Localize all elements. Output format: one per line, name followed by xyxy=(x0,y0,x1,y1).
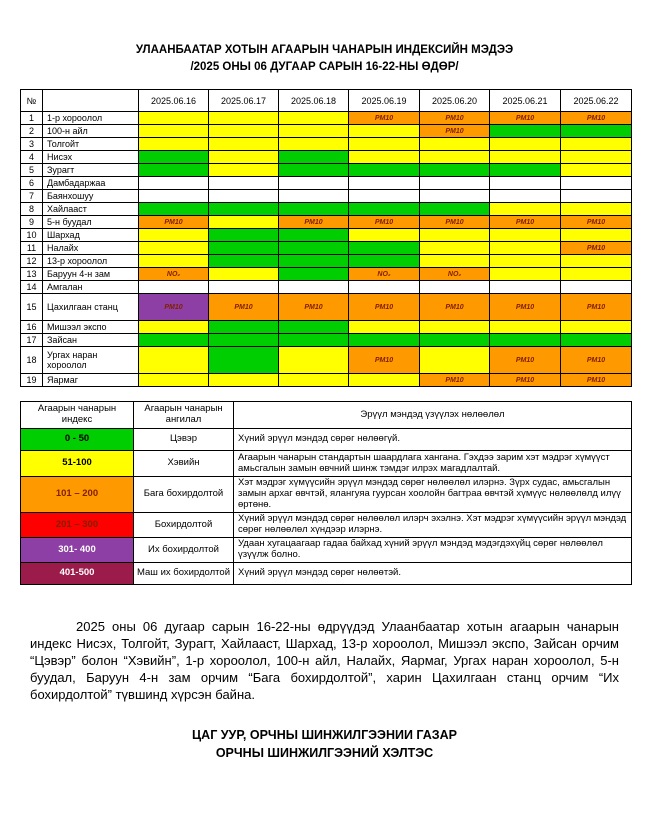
aqi-cell xyxy=(349,281,420,294)
station-name: Толгойт xyxy=(43,138,139,151)
station-name: Баянхошуу xyxy=(43,190,139,203)
aqi-cell xyxy=(279,334,349,347)
aqi-cell xyxy=(349,229,420,242)
table-row xyxy=(21,190,632,203)
table-row xyxy=(21,125,632,138)
row-number: 3 xyxy=(21,138,43,151)
legend-health-effect: Удаан хугацаагаар гадаа байхад хүний эрүүл мэндэд мэдэгдэхүйц сөрөг нөлөөлөл үзүүлж болно. xyxy=(234,538,632,563)
row-number: 12 xyxy=(21,255,43,268)
row-number: 13 xyxy=(21,268,43,281)
aqi-cell-pollutant: NO₂ xyxy=(420,268,490,281)
aqi-cell xyxy=(420,164,490,177)
aqi-cell xyxy=(139,138,209,151)
aqi-cell-pollutant: PM10 xyxy=(490,112,561,125)
aqi-cell xyxy=(420,334,490,347)
aqi-cell-pollutant: PM10 xyxy=(490,374,561,387)
aqi-cell xyxy=(490,242,561,255)
aqi-cell xyxy=(139,177,209,190)
aqi-cell xyxy=(420,255,490,268)
aqi-cell xyxy=(279,125,349,138)
aqi-cell xyxy=(139,112,209,125)
aqi-cell-pollutant: PM10 xyxy=(349,347,420,374)
aqi-cell xyxy=(279,255,349,268)
aqi-cell xyxy=(209,216,279,229)
aqi-cell xyxy=(349,190,420,203)
row-number: 8 xyxy=(21,203,43,216)
legend-row xyxy=(21,538,632,563)
aqi-cell xyxy=(561,321,632,334)
table-row xyxy=(21,281,632,294)
aqi-cell xyxy=(490,268,561,281)
aqi-cell-pollutant: PM10 xyxy=(139,294,209,321)
aqi-cell xyxy=(139,255,209,268)
aqi-cell xyxy=(490,203,561,216)
legend-health-effect: Хэт мэдрэг хүмүүсийн эрүүл мэндэд сөрөг нөлөөлөл илэрнэ. Зүрх судас, амьсгалын замын архаг өвчтэй, ялангуяа гуурсан хоолойн багтраа өвчтэй хүмүүс нөлөөлөлд илүү өртөнө. xyxy=(234,477,632,513)
aqi-cell xyxy=(279,112,349,125)
aqi-cell xyxy=(420,281,490,294)
legend-row xyxy=(21,562,632,584)
aqi-cell xyxy=(349,374,420,387)
aqi-cell xyxy=(279,190,349,203)
legend-category: Бохирдолтой xyxy=(134,513,234,538)
aqi-cell-pollutant: PM10 xyxy=(561,112,632,125)
date-column-header: 2025.06.22 xyxy=(561,90,632,112)
station-name: Мишээл экспо xyxy=(43,321,139,334)
aqi-cell xyxy=(209,321,279,334)
aqi-cell xyxy=(139,334,209,347)
aqi-cell xyxy=(209,268,279,281)
number-column-header: № xyxy=(21,90,43,112)
aqi-cell xyxy=(279,138,349,151)
aqi-cell xyxy=(209,281,279,294)
station-name: 1-р хороолол xyxy=(43,112,139,125)
table-row xyxy=(21,216,632,229)
aqi-cell-pollutant: PM10 xyxy=(420,112,490,125)
aqi-cell xyxy=(139,374,209,387)
aqi-cell xyxy=(349,177,420,190)
row-number: 10 xyxy=(21,229,43,242)
aqi-cell xyxy=(561,164,632,177)
row-number: 7 xyxy=(21,190,43,203)
table-row xyxy=(21,321,632,334)
aqi-table-header-row xyxy=(21,90,632,112)
aqi-cell xyxy=(139,229,209,242)
table-row xyxy=(21,374,632,387)
aqi-cell xyxy=(209,190,279,203)
aqi-cell-pollutant: PM10 xyxy=(490,294,561,321)
aqi-cell xyxy=(209,203,279,216)
aqi-cell xyxy=(561,281,632,294)
aqi-cell xyxy=(279,229,349,242)
aqi-legend-table xyxy=(20,401,632,585)
legend-health-effect: Хүний эрүүл мэндэд сөрөг нөлөөтэй. xyxy=(234,562,632,584)
aqi-cell-pollutant: PM10 xyxy=(349,112,420,125)
aqi-cell xyxy=(561,177,632,190)
legend-index-range: 301- 400 xyxy=(21,538,134,563)
aqi-cell xyxy=(349,125,420,138)
aqi-cell xyxy=(490,229,561,242)
aqi-cell xyxy=(349,203,420,216)
aqi-cell xyxy=(279,203,349,216)
footer-agency-line: ЦАГ УУР, ОРЧНЫ ШИНЖИЛГЭЭНИИ ГАЗАР xyxy=(192,728,457,743)
row-number: 11 xyxy=(21,242,43,255)
aqi-cell xyxy=(279,151,349,164)
table-row xyxy=(21,229,632,242)
table-row xyxy=(21,334,632,347)
legend-row xyxy=(21,451,632,477)
legend-health-effect: Агаарын чанарын стандартын шаардлага хангана. Гэхдээ зарим хэт мэдрэг хүмүүст амьсгалын замын өвчний шинж тэмдэг илрэх магадлалтай. xyxy=(234,451,632,477)
row-number: 4 xyxy=(21,151,43,164)
aqi-cell xyxy=(490,334,561,347)
report-title-line1: УЛААНБААТАР ХОТЫН АГААРЫН ЧАНАРЫН ИНДЕКСИЙН МЭДЭЭ xyxy=(135,44,514,56)
aqi-cell xyxy=(420,177,490,190)
aqi-cell xyxy=(420,321,490,334)
date-column-header: 2025.06.18 xyxy=(279,90,349,112)
table-row xyxy=(21,268,632,281)
aqi-cell xyxy=(561,334,632,347)
aqi-cell xyxy=(561,151,632,164)
aqi-cell xyxy=(139,190,209,203)
legend-column-header: Эрүүл мэндэд үзүүлэх нөлөөлөл xyxy=(234,402,632,429)
legend-index-range: 401-500 xyxy=(21,562,134,584)
row-number: 9 xyxy=(21,216,43,229)
aqi-cell xyxy=(490,164,561,177)
station-name: 100-н айл xyxy=(43,125,139,138)
table-row xyxy=(21,177,632,190)
aqi-cell xyxy=(209,112,279,125)
aqi-cell xyxy=(490,190,561,203)
aqi-cell xyxy=(209,242,279,255)
aqi-cell-pollutant: PM10 xyxy=(139,216,209,229)
aqi-cell xyxy=(420,203,490,216)
aqi-cell-pollutant: NO₂ xyxy=(349,268,420,281)
row-number: 15 xyxy=(21,294,43,321)
aqi-cell xyxy=(420,229,490,242)
aqi-cell xyxy=(279,321,349,334)
table-row xyxy=(21,242,632,255)
aqi-cell xyxy=(349,151,420,164)
legend-category: Маш их бохирдолтой xyxy=(134,562,234,584)
aqi-cell xyxy=(420,347,490,374)
station-name: Зайсан xyxy=(43,334,139,347)
aqi-cell xyxy=(490,125,561,138)
aqi-cell xyxy=(561,255,632,268)
aqi-cell xyxy=(561,138,632,151)
station-name: 5-н буудал xyxy=(43,216,139,229)
aqi-cell xyxy=(139,164,209,177)
legend-index-range: 0 - 50 xyxy=(21,429,134,451)
aqi-cell xyxy=(349,138,420,151)
row-number: 16 xyxy=(21,321,43,334)
date-column-header: 2025.06.20 xyxy=(420,90,490,112)
aqi-cell xyxy=(490,151,561,164)
footer-division-line: ОРЧНЫ ШИНЖИЛГЭЭНИЙ ХЭЛТЭС xyxy=(215,745,434,760)
legend-category: Их бохирдолтой xyxy=(134,538,234,563)
aqi-cell xyxy=(209,177,279,190)
aqi-cell xyxy=(561,268,632,281)
row-number: 19 xyxy=(21,374,43,387)
footer xyxy=(0,727,649,762)
aqi-cell xyxy=(279,164,349,177)
aqi-cell-pollutant: NO₂ xyxy=(139,268,209,281)
aqi-cell-pollutant: PM10 xyxy=(490,347,561,374)
aqi-cell-pollutant: PM10 xyxy=(420,294,490,321)
legend-row xyxy=(21,429,632,451)
station-name: Налайх xyxy=(43,242,139,255)
aqi-cell xyxy=(139,281,209,294)
legend-index-range: 51-100 xyxy=(21,451,134,477)
aqi-cell xyxy=(349,255,420,268)
aqi-cell xyxy=(490,138,561,151)
aqi-cell xyxy=(209,164,279,177)
table-row xyxy=(21,347,632,374)
aqi-cell xyxy=(349,321,420,334)
aqi-cell-pollutant: PM10 xyxy=(561,242,632,255)
aqi-cell xyxy=(139,125,209,138)
station-name: Амгалан xyxy=(43,281,139,294)
legend-header-row xyxy=(21,402,632,429)
aqi-cell-pollutant: PM10 xyxy=(420,216,490,229)
date-column-header: 2025.06.17 xyxy=(209,90,279,112)
row-number: 17 xyxy=(21,334,43,347)
aqi-cell xyxy=(561,229,632,242)
legend-column-header: Агаарын чанарын ангилал xyxy=(134,402,234,429)
aqi-cell xyxy=(209,151,279,164)
aqi-cell xyxy=(279,347,349,374)
aqi-cell xyxy=(561,190,632,203)
aqi-cell-pollutant: PM10 xyxy=(349,216,420,229)
aqi-cell xyxy=(279,374,349,387)
station-name: Шархад xyxy=(43,229,139,242)
legend-index-range: 101 – 200 xyxy=(21,477,134,513)
aqi-cell xyxy=(209,347,279,374)
aqi-cell xyxy=(490,255,561,268)
aqi-cell xyxy=(279,177,349,190)
legend-category: Цэвэр xyxy=(134,429,234,451)
row-number: 14 xyxy=(21,281,43,294)
legend-column-header: Агаарын чанарын индекс xyxy=(21,402,134,429)
aqi-table xyxy=(20,89,632,387)
aqi-cell xyxy=(139,347,209,374)
aqi-cell-pollutant: PM10 xyxy=(279,294,349,321)
station-name: Хайлааст xyxy=(43,203,139,216)
aqi-cell xyxy=(139,151,209,164)
aqi-cell-pollutant: PM10 xyxy=(561,216,632,229)
report-title-line2: /2025 ОНЫ 06 ДУГААР САРЫН 16-22-НЫ ӨДӨР/ xyxy=(190,60,459,73)
row-number: 18 xyxy=(21,347,43,374)
table-row xyxy=(21,112,632,125)
aqi-cell xyxy=(349,164,420,177)
aqi-cell xyxy=(561,125,632,138)
aqi-cell xyxy=(420,151,490,164)
date-column-header: 2025.06.19 xyxy=(349,90,420,112)
aqi-cell-pollutant: PM10 xyxy=(420,125,490,138)
aqi-cell-pollutant: PM10 xyxy=(561,294,632,321)
station-name: 13-р хороолол xyxy=(43,255,139,268)
aqi-cell-pollutant: PM10 xyxy=(490,216,561,229)
aqi-cell xyxy=(209,229,279,242)
table-row xyxy=(21,164,632,177)
station-name: Яармаг xyxy=(43,374,139,387)
aqi-cell xyxy=(209,374,279,387)
legend-row xyxy=(21,477,632,513)
legend-index-range: 201 – 300 xyxy=(21,513,134,538)
station-name: Нисэх xyxy=(43,151,139,164)
table-row xyxy=(21,138,632,151)
aqi-cell xyxy=(209,125,279,138)
aqi-cell xyxy=(209,255,279,268)
table-row xyxy=(21,151,632,164)
aqi-cell xyxy=(209,334,279,347)
station-name: Цахилгаан станц xyxy=(43,294,139,321)
aqi-cell xyxy=(420,138,490,151)
aqi-cell-pollutant: PM10 xyxy=(561,347,632,374)
aqi-cell xyxy=(349,242,420,255)
row-number: 5 xyxy=(21,164,43,177)
aqi-cell xyxy=(209,138,279,151)
aqi-cell-pollutant: PM10 xyxy=(561,374,632,387)
station-name: Дамбадаржаа xyxy=(43,177,139,190)
legend-category: Хэвийн xyxy=(134,451,234,477)
aqi-cell-pollutant: PM10 xyxy=(209,294,279,321)
legend-category: Бага бохирдолтой xyxy=(134,477,234,513)
table-row xyxy=(21,294,632,321)
aqi-cell xyxy=(420,190,490,203)
station-column-header xyxy=(43,90,139,112)
aqi-cell-pollutant: PM10 xyxy=(420,374,490,387)
legend-health-effect: Хүний эрүүл мэндэд сөрөг нөлөөлөл илэрч эхэлнэ. Хэт мэдрэг хүмүүсийн эрүүл мэндэд сөрөг нөлөөлөл хүндээр илэрнэ. xyxy=(234,513,632,538)
aqi-cell xyxy=(139,203,209,216)
station-name: Ургах наран хороолол xyxy=(43,347,139,374)
date-column-header: 2025.06.21 xyxy=(490,90,561,112)
station-name: Зурагт xyxy=(43,164,139,177)
aqi-cell xyxy=(279,268,349,281)
aqi-cell xyxy=(561,203,632,216)
row-number: 1 xyxy=(21,112,43,125)
aqi-cell xyxy=(490,321,561,334)
aqi-cell xyxy=(349,334,420,347)
aqi-cell xyxy=(490,281,561,294)
table-row xyxy=(21,203,632,216)
aqi-cell xyxy=(139,321,209,334)
report-title xyxy=(0,42,649,75)
date-column-header: 2025.06.16 xyxy=(139,90,209,112)
row-number: 2 xyxy=(21,125,43,138)
aqi-cell xyxy=(420,242,490,255)
summary-paragraph: 2025 оны 06 дугаар сарын 16-22-ны өдрүүдэд Улаанбаатар хотын агаарын чанарын индекс Нисэх, Толгойт, Зурагт, Хайлааст, Шархад, 13-р хороолол, Мишээл экспо, Зайсан орчим “Цэвэр” болон “Хэвийн”, 1-р хороолол, 100-н айл, Налайх, Яармаг, Ургах наран хороолол, 5-н буудал, Баруун 4-н зам орчим “Бага бохирдолтой”, харин Цахилгаан станц орчим “Их бохирдолтой” түвшинд хүрсэн байна. xyxy=(30,618,619,702)
aqi-cell xyxy=(279,242,349,255)
table-row xyxy=(21,255,632,268)
aqi-cell xyxy=(279,281,349,294)
aqi-cell-pollutant: PM10 xyxy=(279,216,349,229)
aqi-cell xyxy=(139,242,209,255)
aqi-cell-pollutant: PM10 xyxy=(349,294,420,321)
station-name: Баруун 4-н зам xyxy=(43,268,139,281)
aqi-cell xyxy=(490,177,561,190)
legend-row xyxy=(21,513,632,538)
row-number: 6 xyxy=(21,177,43,190)
legend-health-effect: Хүний эрүүл мэндэд сөрөг нөлөөгүй. xyxy=(234,429,632,451)
